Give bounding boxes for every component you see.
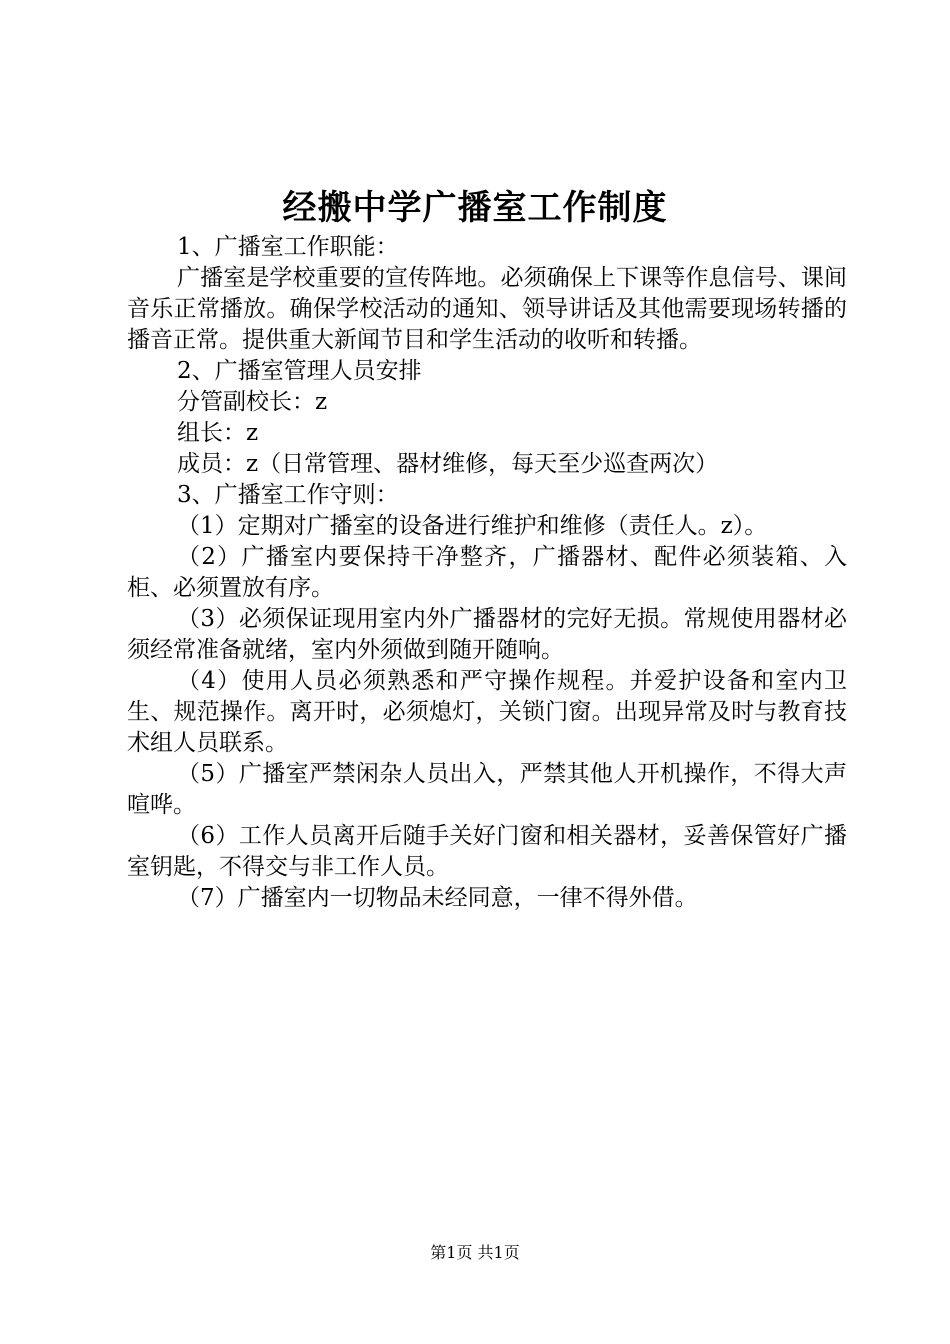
rule-item-3: （3）必须保证现用室内外广播器材的完好无损。常规使用器材必须经常准备就绪，室内外须做到随开随响。	[127, 606, 847, 663]
rule-item-2: （2）广播室内要保持干净整齐，广播器材、配件必须装箱、入柜、必须置放有序。	[127, 544, 847, 601]
section-heading-rules: 3、广播室工作守则：	[177, 482, 399, 508]
rule-item-4: （4）使用人员必须熟悉和严守操作规程。并爱护设备和室内卫生、规范操作。离开时，必须熄灯，关锁门窗。出现异常及时与教育技术组人员联系。	[127, 668, 847, 756]
staff-group-leader: 组长：z	[177, 420, 259, 446]
document-body	[127, 232, 847, 914]
staff-members: 成员：z（日常管理、器材维修，每天至少巡查两次）	[177, 451, 719, 477]
paragraph-functions: 广播室是学校重要的宣传阵地。必须确保上下课等作息信号、课间音乐正常播放。确保学校活动的通知、领导讲话及其他需要现场转播的播音正常。提供重大新闻节目和学生活动的收听和转播。	[127, 265, 847, 353]
rule-item-6: （6）工作人员离开后随手关好门窗和相关器材，妥善保管好广播室钥匙，不得交与非工作人员。	[127, 823, 847, 880]
rule-item-1: （1）定期对广播室的设备进行维护和维修（责任人。z）。	[177, 513, 768, 539]
rule-item-7: （7）广播室内一切物品未经同意，一律不得外借。	[177, 885, 698, 911]
section-heading-staff: 2、广播室管理人员安排	[177, 358, 422, 384]
document-title: 经搬中学广播室工作制度	[282, 188, 668, 228]
section-heading-functions: 1、广播室工作职能：	[177, 234, 399, 260]
staff-vice-principal: 分管副校长：z	[177, 389, 328, 415]
rule-item-5: （5）广播室严禁闲杂人员出入，严禁其他人开机操作，不得大声喧哗。	[127, 761, 847, 818]
page-footer: 第1页 共1页	[430, 1243, 520, 1262]
